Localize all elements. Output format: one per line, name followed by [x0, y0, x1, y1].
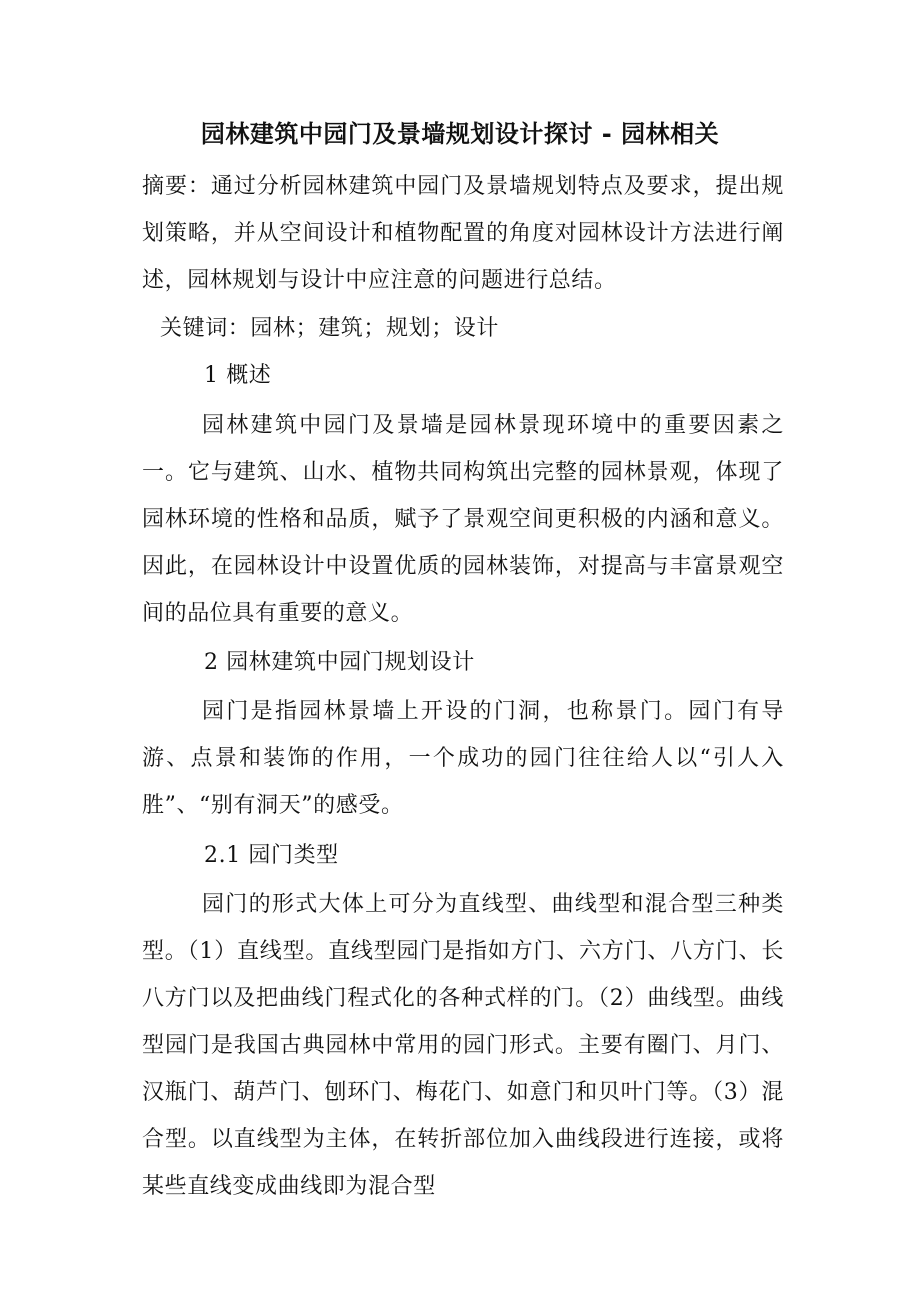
document-title: 园林建筑中园门及景墙规划设计探讨 - 园林相关 [200, 120, 720, 148]
section-1-paragraph: 园林建筑中园门及景墙是园林景现环境中的重要因素之一。它与建筑、山水、植物共同构筑出完整的园林景观，体现了园林环境的性格和品质，赋予了景观空间更积极的内涵和意义。因此，在园林设计中设置优质的园林装饰，对提高与丰富景观空间的品位具有重要的意义。 [142, 413, 784, 626]
section-1-heading: 1 概述 [204, 363, 272, 388]
abstract-paragraph: 摘要：通过分析园林建筑中园门及景墙规划特点及要求，提出规划策略，并从空间设计和植物配置的角度对园林设计方法进行阐述，园林规划与设计中应注意的问题进行总结。 [142, 174, 784, 293]
section-2-1-paragraph: 园门的形式大体上可分为直线型、曲线型和混合型三种类型。（1）直线型。直线型园门是指如方门、六方门、八方门、长八方门以及把曲线门程式化的各种式样的门。（2）曲线型。曲线型园门是我国古典园林中常用的园门形式。主要有圈门、月门、汉瓶门、葫芦门、刨环门、梅花门、如意门和贝叶门等。（3）混合型。以直线型为主体，在转折部位加入曲线段进行连接，或将某些直线变成曲线即为混合型 [142, 892, 784, 1199]
section-2-heading: 2 园林建筑中园门规划设计 [204, 650, 475, 675]
section-2-1-heading: 2.1 园门类型 [204, 843, 339, 868]
section-2-paragraph: 园门是指园林景墙上开设的门洞，也称景门。园门有导游、点景和装饰的作用，一个成功的园门往往给人以“引人入胜”、“别有洞天”的感受。 [142, 699, 784, 818]
keywords-line: 关键词：园林；建筑；规划；设计 [160, 316, 500, 341]
